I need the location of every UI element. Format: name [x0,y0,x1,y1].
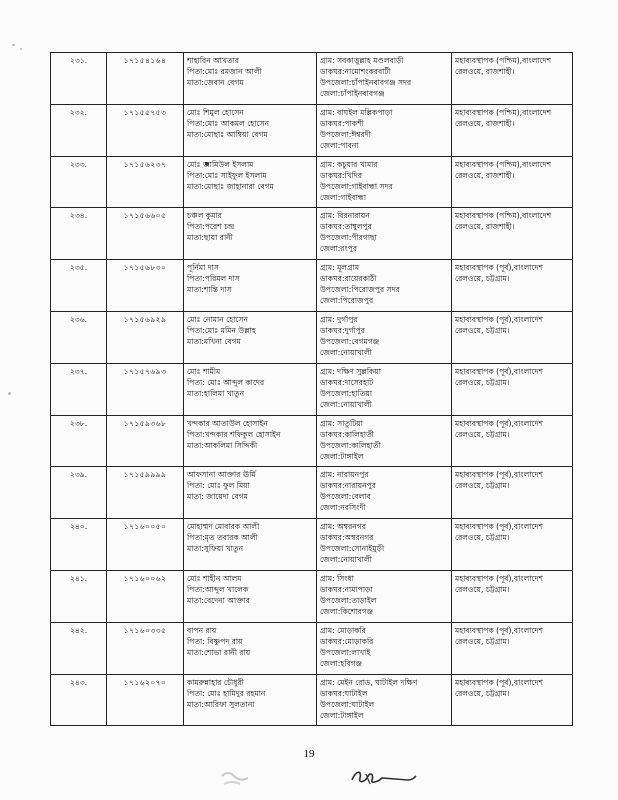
address-line: ডাকঘর:দুর্গাপুর [320,325,366,335]
office-line: মহাব্যবস্থাপক (পূর্ব),বাংলাদেশ [455,263,543,273]
address-line: গ্রাম: মেইন রোড, ঘাটাইল দক্ষিণ [320,677,418,687]
office-cell [452,104,573,156]
serial-cell: ২৪০. [51,519,107,571]
father-name: পিতা:মোঃ সাইফুল ইসলাম [187,170,267,180]
address-line: গ্রাম: অম্বরনগর [320,522,366,532]
office-line: রেলওয়ে, চট্টগ্রাম। [455,636,510,646]
name-parents-cell [184,622,317,674]
candidate-table-body [51,53,573,726]
roll-number-cell: ১৭১৫৬৮৩০ [107,260,184,312]
address-line: জেলা:নরসিংদী [320,503,366,513]
roll-number-cell: ১৭১৫৬৬০৫ [107,208,184,260]
table-row [51,208,573,260]
office-line: রেলওয়ে, চট্টগ্রাম। [455,325,510,335]
office-line: মহাব্যবস্থাপক (পূর্ব),বাংলাদেশ [455,418,543,428]
father-name: পিতা:পরেশ চন্দ্র [187,222,235,232]
serial-cell: ২৪২. [51,622,107,674]
address-line: গ্রাম: সিংধা [320,573,354,583]
address-line: জেলা:রংপুর [320,244,358,254]
name-parents-cell [184,519,317,571]
name-parents-cell [184,570,317,622]
candidate-name: আফসানা আক্তার ঊর্মি [187,470,256,480]
address-line: উপজেলা:কালিহাতী [320,440,381,450]
name-parents-cell [184,674,317,726]
address-line: উপজেলা:গাইবান্ধা সদর [320,181,393,191]
table-row [51,260,573,312]
candidate-name: চঞ্চল কুমার [187,211,222,221]
candidate-name: মোঃ শামীম [187,366,221,376]
address-line: গ্রাম: মূলগ্রাম [320,263,360,273]
address-line: গ্রাম: মোড়াকরি [320,625,366,635]
serial-cell: ২৩২. [51,104,107,156]
address-cell [317,467,452,519]
mother-name: মাতা:ছায়া রানী [187,233,233,243]
office-line: মহাব্যবস্থাপক (পশ্চিম),বাংলাদেশ [455,56,552,65]
table-row [51,311,573,363]
address-line: উপজেলা:পিরোজপুর সদর [320,285,400,295]
scan-speck [8,392,11,395]
father-name: পিতা: মোঃ হামিদুর রহমান [187,688,266,698]
address-cell [317,415,452,467]
address-line: ডাকঘর:অম্বরনগর [320,533,374,543]
address-line: ডাকঘর:নামোশংকরবাটী [320,67,391,76]
address-line: ডাকঘর:দাসেরহাট [320,377,374,387]
mother-name: মাতা:আরিফা সুলতানা [187,699,255,709]
mother-name: মাতা:মোছাঃ আম্বিয়া বেগম [187,129,268,139]
address-line: উপজেলা:বেলাব [320,492,371,502]
office-line: রেলওয়ে, চট্টগ্রাম। [455,688,510,698]
address-line: জেলা:নোয়াখালী [320,555,372,565]
name-parents-cell [184,260,317,312]
office-cell [452,519,573,571]
address-line: উপজেলা:হাতিয়া [320,388,373,398]
mother-name: মাতা:আকলিমা সিদ্দিকী [187,440,258,450]
serial-cell: ২৩৩. [51,156,107,208]
father-name: পিতা:মোঃ রমজান আলী [187,67,262,76]
address-line: ডাকঘর:মোড়াকরি [320,636,374,646]
candidate-name: মোঃ জামিউল ইসলাম [187,159,254,169]
candidate-name: কামরুন্নাহার চৌধুরী [187,677,244,687]
scan-speck [20,48,22,50]
name-parents-cell [184,415,317,467]
mother-name: মাতা:শোভা রানী রায় [187,647,251,657]
office-line: মহাব্যবস্থাপক (পূর্ব),বাংলাদেশ [455,522,543,532]
father-name: পিতা:মৃত তবারক আলী [187,533,258,543]
office-cell [452,156,573,208]
serial-cell: ২৩৬. [51,311,107,363]
office-line: মহাব্যবস্থাপক (পূর্ব),বাংলাদেশ [455,366,543,376]
table-row [51,570,573,622]
address-line: উপজেলা:বেগমগঞ্জ [320,336,380,346]
roll-number-cell: ১৭১৫৯৩৬৮ [107,415,184,467]
office-line: রেলওয়ে, চট্টগ্রাম। [455,533,510,543]
name-parents-cell [184,208,317,260]
office-cell [452,622,573,674]
address-cell [317,622,452,674]
office-line: রেলওয়ে, রাজশাহী। [455,170,515,180]
address-line: জেলা:নোয়াখালী [320,399,372,409]
roll-number-cell: ১৭১৬০০৫০ [107,519,184,571]
office-line: রেলওয়ে, রাজশাহী। [455,222,515,232]
address-line: গ্রাম: বিরনারায়ন [320,211,370,221]
address-line: উপজেলা:তাড়াইল [320,595,377,605]
mother-name: মাতা:বেদেনা আক্তার [187,595,250,605]
mother-name: মাতা:মখিনা বেগম [187,336,241,346]
name-parents-cell [184,53,317,105]
address-line: জেলা:হবিগঞ্জ [320,658,363,668]
office-cell [452,260,573,312]
roll-number-cell: ১৭১৫৯৯৯৯ [107,467,184,519]
address-line: গ্রাম: দুর্গাপুর [320,314,358,324]
address-line: ডাকঘর:তাম্বুলপুর [320,222,372,232]
address-line: উপজেলা:চাঁপাইনবাবগঞ্জ সদর [320,78,412,87]
address-cell [317,311,452,363]
candidate-name: মোহাম্মদ মোবারক আলী [187,522,260,532]
table-row [51,519,573,571]
office-cell [452,415,573,467]
office-line: রেলওয়ে, চট্টগ্রাম। [455,274,510,284]
address-cell [317,104,452,156]
address-line: জেলা:পিরোজপুর [320,296,374,306]
roll-number-cell: ১৭১৬০০৬২ [107,570,184,622]
office-line: মহাব্যবস্থাপক (পূর্ব),বাংলাদেশ [455,677,543,687]
name-parents-cell [184,363,317,415]
office-line: মহাব্যবস্থাপক (পূর্ব),বাংলাদেশ [455,470,543,480]
office-line: রেলওয়ে, চট্টগ্রাম। [455,429,510,439]
candidate-name: মোঃ শাহীন আলম [187,573,242,583]
address-line: জেলা:চাঁপাইনবাবগঞ্জ [320,89,385,98]
candidate-name: মোঃ শিমুল হোসেন [187,107,244,117]
table-row [51,674,573,726]
address-line: জেলা:টাঙ্গাইল [320,710,364,720]
table-row [51,622,573,674]
father-name: পিতা: মোঃ আব্দুল কাদের [187,377,265,387]
roll-number-cell: ১৭১৫৫৭৫৩ [107,104,184,156]
office-line: মহাব্যবস্থাপক (পশ্চিম),বাংলাদেশ [455,211,552,221]
address-cell [317,156,452,208]
scan-speck [12,44,15,46]
serial-cell: ২৩৭. [51,363,107,415]
mother-name: মাতা:জেবান বেগম [187,78,244,87]
signature-icon [348,764,418,790]
name-parents-cell [184,467,317,519]
address-line: ডাকঘর:ঘাটাইল [320,688,368,698]
roll-number-cell: ১৭১৫৬৯২৯ [107,311,184,363]
table-row [51,156,573,208]
address-line: উপজেলা:ঈশ্বরদী [320,129,371,139]
address-line: উপজেলা:লাখাই [320,647,371,657]
roll-number-cell: ১৭১৬০৩৩৫ [107,622,184,674]
office-line: রেলওয়ে, রাজশাহী। [455,118,515,128]
father-name: পিতা: মোঃ ফুল মিয়া [187,481,250,491]
roll-number-cell: ১৭১৫৪১৬৪ [107,53,184,105]
father-name: পিতা:পরিমল দাস [187,274,240,284]
name-parents-cell [184,311,317,363]
serial-cell: ২৩১. [51,53,107,105]
address-line: জেলা:নোয়াখালী [320,347,372,357]
address-cell [317,208,452,260]
serial-cell: ২৩৪. [51,208,107,260]
office-cell [452,311,573,363]
serial-cell: ২৪৩. [51,674,107,726]
father-name: পিতা:খন্দকার শফিকুল হোসাইন [187,429,281,439]
faint-stamp-icon [218,768,258,790]
office-line: মহাব্যবস্থাপক (পূর্ব),বাংলাদেশ [455,625,543,635]
mother-name: মাতা:হালিমা খাতুন [187,388,245,398]
office-line: রেলওয়ে, রাজশাহী। [455,67,515,76]
serial-cell: ২৪১. [51,570,107,622]
candidate-name: শাহারিন আখতার [187,56,240,65]
address-line: গ্রাম: দক্ষিণ সুল্লকিয়া [320,366,381,376]
candidate-name: পূর্নিমা দাস [187,263,219,273]
mother-name: মাতা:মোছাঃ জাহানারা বেগম [187,181,274,191]
address-line: ডাকঘর:নারায়নপুর [320,481,376,491]
father-name: পিতা:মোঃ আকমল হোসেন [187,118,270,128]
office-line: মহাব্যবস্থাপক (পূর্ব),বাংলাদেশ [455,573,543,583]
address-line: উপজেলা:পীরগাছা [320,233,377,243]
candidate-name: খন্দকার আতাউল হোসাইন [187,418,268,428]
address-cell [317,674,452,726]
serial-cell: ২৩৯. [51,467,107,519]
address-line: ডাকঘর:রায়েরকাঠী [320,274,377,284]
father-name: পিতা:আব্দুল খালেক [187,584,249,594]
address-cell [317,363,452,415]
name-parents-cell [184,104,317,156]
serial-cell: ২৩৫. [51,260,107,312]
office-cell [452,570,573,622]
table-row [51,467,573,519]
mother-name: মাতা:শান্তি দাস [187,285,232,295]
candidate-name: বাপন রায় [187,625,217,635]
address-line: জেলা:পাবনা [320,140,359,150]
mother-name: মাতা:সুফিয়া খাতুন [187,544,244,554]
address-line: ডাকঘর:নামাপাড়া [320,584,373,594]
address-line: ডাকঘর:পাকশী [320,118,364,128]
address-line: জেলা:কিশোরগঞ্জ [320,606,374,616]
office-cell [452,208,573,260]
mother-name: মাতা: জায়েদা বেগম [187,492,248,502]
office-cell [452,467,573,519]
office-cell [452,363,573,415]
office-line: মহাব্যবস্থাপক (পূর্ব),বাংলাদেশ [455,314,543,324]
roll-number-cell: ১৭১৬২০৭০ [107,674,184,726]
office-line: রেলওয়ে, চট্টগ্রাম। [455,584,510,594]
candidate-name: মোঃ নোমান হোসেন [187,314,249,324]
table-row [51,363,573,415]
address-line: গ্রাম: সবকাত্তুল্লাহ মণ্ডলবাড়ী [320,56,404,65]
office-line: মহাব্যবস্থাপক (পশ্চিম),বাংলাদেশ [455,159,552,169]
address-line: ডাকঘর:কালিহাতী [320,429,374,439]
address-line: গ্রাম: সাতুটিয়া [320,418,363,428]
candidate-table [50,52,573,726]
table-row [51,104,573,156]
office-line: মহাব্যবস্থাপক (পশ্চিম),বাংলাদেশ [455,107,552,117]
address-line: জেলা:গাইবান্ধা [320,192,367,202]
office-cell [452,53,573,105]
address-line: উপজেলা:সোনাইমুড়ী [320,544,385,554]
office-line: রেলওয়ে, চট্টগ্রাম। [455,377,510,387]
table-row [51,53,573,105]
address-cell [317,570,452,622]
father-name: পিতা:মোঃ মমিন উল্লাহ [187,325,256,335]
office-line: রেলওয়ে, চট্টগ্রাম। [455,481,510,491]
address-line: গ্রাম: কচুয়ার খামার [320,159,378,169]
address-line: গ্রাম: বাঘইল মল্লিকপাড়া [320,107,393,117]
page-number: 19 [303,748,315,760]
address-line: জেলা:টাঙ্গাইল [320,451,364,461]
address-line: গ্রাম: নারায়নপুর [320,470,369,480]
table-row [51,415,573,467]
address-cell [317,53,452,105]
office-cell [452,674,573,726]
name-parents-cell [184,156,317,208]
roll-number-cell: ১৭১৫৬২৩৭ [107,156,184,208]
address-line: ডাকঘর:খিদির [320,170,363,180]
roll-number-cell: ১৭১৫৭৬৯৩ [107,363,184,415]
address-cell [317,260,452,312]
serial-cell: ২৩৮. [51,415,107,467]
address-line: উপজেলা:ঘাটাইল [320,699,375,709]
address-cell [317,519,452,571]
father-name: পিতা: বিষ্ণুপদ রায় [187,636,243,646]
